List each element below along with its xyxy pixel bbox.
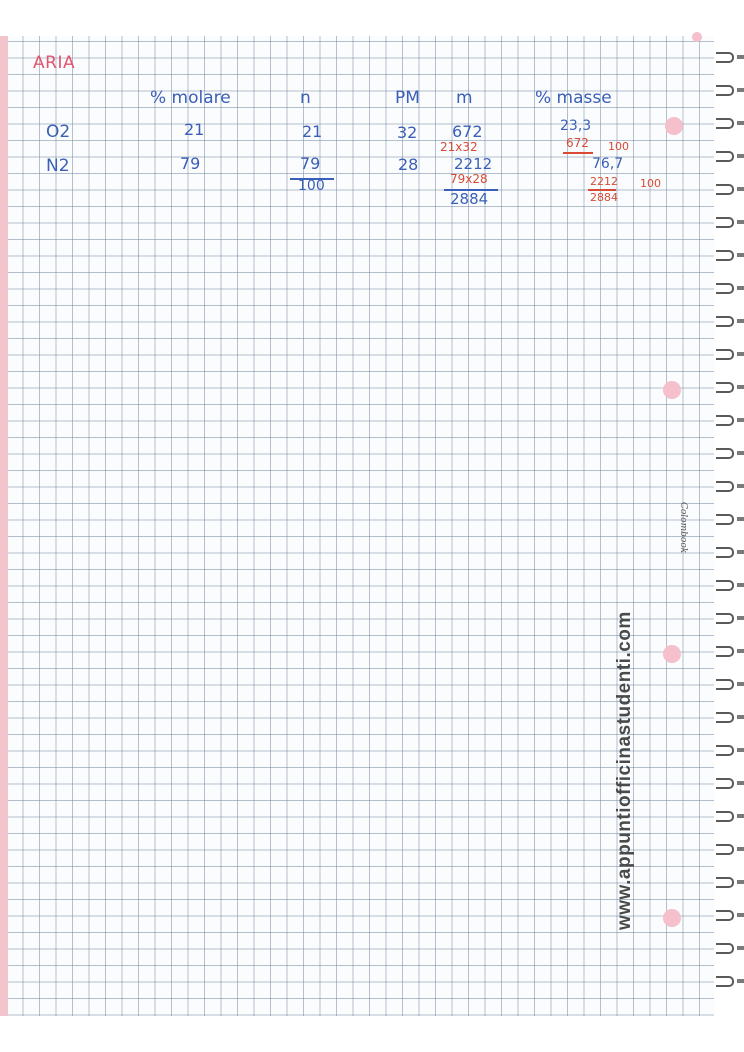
spiral-ring: [716, 118, 734, 129]
spiral-coil: [737, 913, 744, 917]
o2-fraction-bar: [563, 152, 593, 154]
o2-molar-percent: 21: [184, 120, 205, 139]
o2-moles: 21: [302, 122, 323, 141]
spiral-ring: [716, 382, 734, 393]
spiral-coil: [737, 187, 744, 191]
spiral-ring: [716, 184, 734, 195]
species-n2: N2: [46, 156, 70, 176]
n2-molar-mass: 28: [398, 155, 419, 174]
spiral-ring: [716, 217, 734, 228]
spiral-coil: [737, 517, 744, 521]
o2-fraction-multiplier: 100: [608, 140, 629, 153]
spiral-ring: [716, 844, 734, 855]
n2-moles: 79: [300, 154, 321, 173]
spiral-coil: [737, 451, 744, 455]
spiral-ring: [716, 613, 734, 624]
spiral-coil: [737, 352, 744, 356]
spiral-coil: [737, 154, 744, 158]
o2-mass-percent: 23,3: [560, 118, 592, 134]
spiral-ring: [716, 52, 734, 63]
spiral-ring: [716, 679, 734, 690]
spiral-ring: [716, 448, 734, 459]
punch-hole: [663, 381, 681, 399]
spiral-ring: [716, 481, 734, 492]
spiral-coil: [737, 88, 744, 92]
header-molar-mass: PM: [395, 88, 420, 108]
spiral-ring: [716, 415, 734, 426]
n2-fraction-denominator: 2884: [590, 191, 618, 204]
spiral-ring: [716, 778, 734, 789]
spiral-coil: [737, 385, 744, 389]
punch-hole: [663, 645, 681, 663]
spiral-coil: [737, 946, 744, 950]
o2-mass: 672: [452, 122, 483, 141]
n2-mass-percent: 76,7: [592, 156, 624, 172]
spiral-ring: [716, 283, 734, 294]
spiral-coil: [737, 616, 744, 620]
n2-fraction-multiplier: 100: [640, 177, 661, 190]
spiral-ring: [716, 580, 734, 591]
watermark-url: www.appuntiofficinastudenti.com: [614, 611, 635, 930]
spiral-coil: [737, 847, 744, 851]
n2-fraction-numerator: 2212: [590, 175, 618, 188]
spiral-coil: [737, 715, 744, 719]
header-molar-percent: % molare: [150, 88, 231, 108]
spiral-ring: [716, 976, 734, 987]
mass-total: 2884: [450, 190, 489, 208]
spiral-ring: [716, 316, 734, 327]
notebook-margin-strip: [0, 36, 8, 1016]
punch-hole: [665, 117, 683, 135]
spiral-coil: [737, 781, 744, 785]
n2-molar-percent: 79: [180, 154, 201, 173]
spiral-ring: [716, 646, 734, 657]
spiral-coil: [737, 418, 744, 422]
spiral-ring: [716, 514, 734, 525]
page-bottom-space: [0, 1016, 744, 1052]
spiral-ring: [716, 745, 734, 756]
spiral-coil: [737, 550, 744, 554]
spiral-ring: [716, 349, 734, 360]
spiral-coil: [737, 880, 744, 884]
spiral-coil: [737, 649, 744, 653]
spiral-coil: [737, 220, 744, 224]
n2-mass-calculation: 79x28: [450, 172, 488, 186]
spiral-ring: [716, 547, 734, 558]
spiral-coil: [737, 484, 744, 488]
species-o2: O2: [46, 122, 71, 142]
spiral-ring: [716, 85, 734, 96]
spiral-ring: [716, 250, 734, 261]
n2-mass: 2212: [454, 155, 493, 173]
moles-total: 100: [298, 178, 325, 194]
punch-hole-top: [692, 32, 702, 42]
spiral-ring: [716, 811, 734, 822]
spiral-coil: [737, 814, 744, 818]
notebook-brand: Colombook: [678, 502, 688, 554]
spiral-ring: [716, 943, 734, 954]
punch-hole: [663, 909, 681, 927]
spiral-coil: [737, 979, 744, 983]
spiral-coil: [737, 583, 744, 587]
page-title: ARIA: [33, 53, 76, 73]
spiral-ring: [716, 151, 734, 162]
o2-mass-calculation: 21x32: [440, 140, 478, 154]
spiral-ring: [716, 712, 734, 723]
header-moles: n: [300, 88, 311, 108]
o2-fraction-numerator: 672: [566, 136, 589, 150]
spiral-coil: [737, 682, 744, 686]
spiral-coil: [737, 253, 744, 257]
spiral-coil: [737, 55, 744, 59]
spiral-coil: [737, 286, 744, 290]
header-mass-percent: % masse: [535, 88, 612, 108]
o2-molar-mass: 32: [397, 123, 418, 142]
spiral-ring: [716, 877, 734, 888]
spiral-coil: [737, 121, 744, 125]
spiral-ring: [716, 910, 734, 921]
header-mass: m: [456, 88, 473, 108]
spiral-coil: [737, 748, 744, 752]
spiral-coil: [737, 319, 744, 323]
